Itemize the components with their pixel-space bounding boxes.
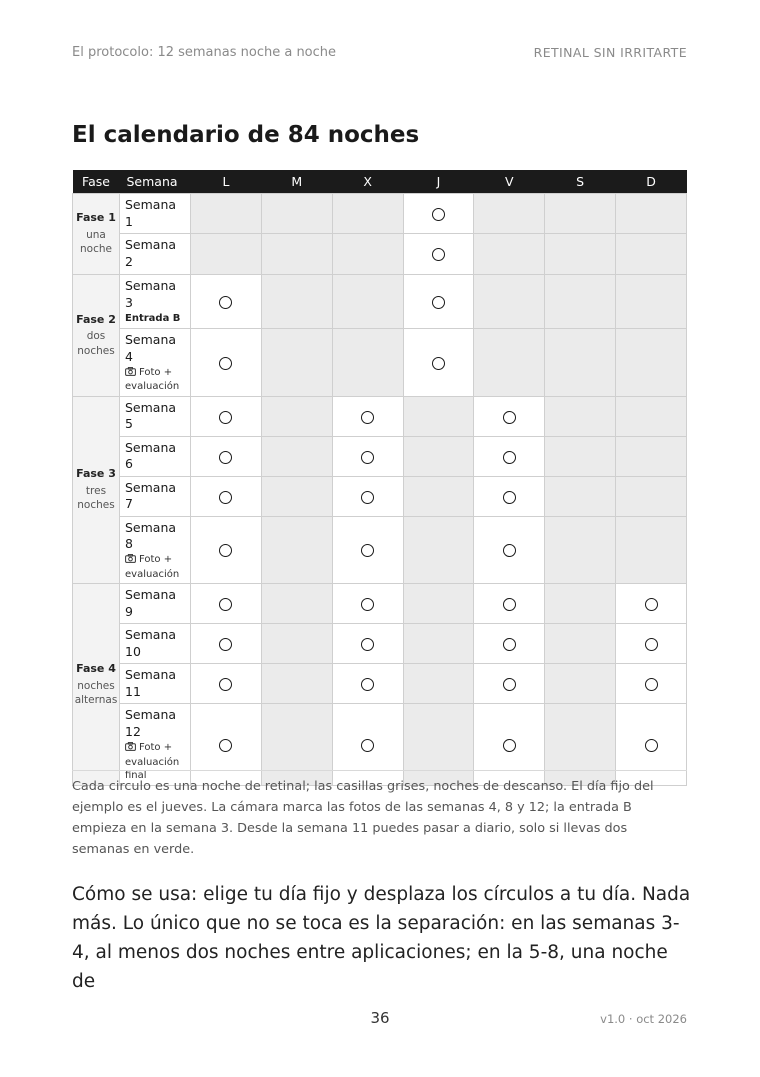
table-row [73, 584, 687, 624]
night-on-cell [616, 624, 687, 664]
week-cell [120, 233, 191, 274]
night-circle-icon [503, 411, 516, 424]
table-row [73, 476, 687, 516]
rest-night-cell [261, 516, 332, 584]
night-circle-icon [361, 678, 374, 691]
body-paragraph: Cómo se usa: elige tu día fijo y desplaza los círculos a tu día. Nada más. Lo único que no se toca es la separación: en las semanas 3-4, al menos dos noches entre aplicaciones; en la 5-8, una noche de [72, 884, 691, 992]
night-circle-icon [503, 739, 516, 752]
phase-cell [73, 194, 120, 275]
page-number: 36 [370, 1009, 390, 1027]
caption-divider [72, 770, 687, 771]
night-on-cell [191, 624, 262, 664]
rest-night-cell [545, 328, 616, 396]
rest-night-cell [545, 274, 616, 328]
night-on-cell [332, 476, 403, 516]
night-circle-icon [361, 451, 374, 464]
night-on-cell [616, 584, 687, 624]
rest-night-cell [403, 704, 474, 785]
night-on-cell [191, 664, 262, 704]
night-on-cell [332, 516, 403, 584]
table-row [73, 436, 687, 476]
week-label: Semana 9 [125, 587, 177, 620]
night-circle-icon [219, 296, 232, 309]
rest-night-cell [332, 194, 403, 234]
night-on-cell [191, 584, 262, 624]
calendar-table [72, 170, 687, 786]
night-on-cell [474, 624, 545, 664]
rest-night-cell [261, 328, 332, 396]
night-circle-icon [503, 451, 516, 464]
rest-night-cell [403, 476, 474, 516]
night-on-cell [191, 704, 262, 785]
night-circle-icon [219, 491, 232, 504]
header-day-m: M [261, 170, 332, 194]
table-row [73, 396, 687, 436]
week-label: Semana 2 [125, 236, 177, 269]
night-on-cell [332, 584, 403, 624]
night-on-cell [191, 436, 262, 476]
rest-night-cell [332, 328, 403, 396]
night-on-cell [474, 516, 545, 584]
night-circle-icon [503, 598, 516, 611]
week-cell [120, 476, 191, 516]
night-on-cell [191, 274, 262, 328]
table-row [73, 194, 687, 234]
rest-night-cell [545, 233, 616, 274]
phase-description: una noche [80, 229, 112, 256]
night-circle-icon [219, 739, 232, 752]
table-row [73, 328, 687, 396]
night-on-cell [474, 584, 545, 624]
night-on-cell [191, 516, 262, 584]
week-cell [120, 194, 191, 234]
book-title: RETINAL SIN IRRITARTE [533, 45, 687, 60]
night-circle-icon [219, 598, 232, 611]
rest-night-cell [616, 516, 687, 584]
header-day-x: X [332, 170, 403, 194]
night-on-cell [191, 396, 262, 436]
night-on-cell [191, 476, 262, 516]
night-on-cell [474, 476, 545, 516]
rest-night-cell [616, 233, 687, 274]
rest-night-cell [261, 664, 332, 704]
rest-night-cell [545, 704, 616, 785]
night-on-cell [474, 436, 545, 476]
week-label: Semana 5 [125, 399, 177, 432]
rest-night-cell [616, 194, 687, 234]
night-circle-icon [432, 208, 445, 221]
night-circle-icon [432, 248, 445, 261]
night-on-cell [332, 704, 403, 785]
table-row [73, 664, 687, 704]
week-label: Semana 12 [125, 707, 177, 740]
chapter-title: El protocolo: 12 semanas noche a noche [72, 45, 337, 60]
rest-night-cell [616, 476, 687, 516]
note-text: Foto + evaluación [125, 554, 180, 580]
note-text: Entrada B [125, 312, 181, 324]
week-cell [120, 704, 191, 785]
phase-name: Fase 2 [76, 312, 116, 326]
night-circle-icon [361, 598, 374, 611]
week-label: Semana 8 [125, 519, 177, 552]
phase-name: Fase 3 [76, 467, 116, 481]
rest-night-cell [403, 396, 474, 436]
rest-night-cell [616, 396, 687, 436]
night-on-cell [332, 396, 403, 436]
table-caption: Cada circulo es una noche de retinal; las casillas grises, noches de descanso. El día fijo del ejemplo es el jueves. La cámara marca las fotos de las semanas 4, 8 y 12; la entrada B empieza en la semana 3. Desde la semana 11 puedes pasar a diario, solo si llevas dos semanas en verde. [72, 779, 654, 857]
night-circle-icon [645, 678, 658, 691]
rest-night-cell [261, 274, 332, 328]
week-label: Semana 11 [125, 667, 177, 700]
phase-cell [73, 274, 120, 396]
night-circle-icon [645, 598, 658, 611]
phase-cell [73, 584, 120, 785]
table-row [73, 274, 687, 328]
calendar-body [73, 194, 687, 786]
phase-description: noches alternas [74, 679, 118, 706]
rest-night-cell [545, 664, 616, 704]
header-day-s: S [545, 170, 616, 194]
week-cell [120, 584, 191, 624]
rest-night-cell [403, 516, 474, 584]
night-circle-icon [361, 411, 374, 424]
night-on-cell [474, 664, 545, 704]
table-row [73, 624, 687, 664]
night-on-cell [403, 274, 474, 328]
night-circle-icon [503, 491, 516, 504]
camera-icon [125, 742, 136, 756]
rest-night-cell [261, 233, 332, 274]
rest-night-cell [545, 584, 616, 624]
table-row [73, 704, 687, 785]
night-on-cell [403, 194, 474, 234]
rest-night-cell [261, 396, 332, 436]
week-label: Semana 6 [125, 439, 177, 472]
week-cell [120, 436, 191, 476]
rest-night-cell [545, 516, 616, 584]
rest-night-cell [616, 328, 687, 396]
week-cell [120, 396, 191, 436]
week-cell [120, 328, 191, 396]
page-title: El calendario de 84 noches [72, 122, 420, 148]
week-label: Semana 4 [125, 331, 177, 364]
header-day-v: V [474, 170, 545, 194]
photo-note [125, 366, 186, 394]
entrada-note [125, 312, 186, 326]
camera-icon [125, 554, 136, 568]
table-row [73, 516, 687, 584]
night-circle-icon [503, 678, 516, 691]
rest-night-cell [616, 274, 687, 328]
rest-night-cell [261, 476, 332, 516]
week-cell [120, 624, 191, 664]
version-label: v1.0 · oct 2026 [600, 1012, 687, 1026]
week-label: Semana 7 [125, 479, 177, 512]
night-circle-icon [432, 357, 445, 370]
night-circle-icon [219, 357, 232, 370]
phase-description: dos noches [77, 330, 115, 357]
rest-night-cell [403, 664, 474, 704]
night-on-cell [616, 664, 687, 704]
rest-night-cell [403, 436, 474, 476]
camera-icon [125, 367, 136, 381]
rest-night-cell [332, 274, 403, 328]
photo-note [125, 553, 186, 581]
night-on-cell [332, 436, 403, 476]
week-cell [120, 516, 191, 584]
header-semana: Semana [120, 170, 191, 194]
rest-night-cell [332, 233, 403, 274]
header-fase: Fase [73, 170, 120, 194]
night-on-cell [403, 328, 474, 396]
night-on-cell [474, 704, 545, 785]
rest-night-cell [545, 624, 616, 664]
night-circle-icon [361, 638, 374, 651]
week-cell [120, 664, 191, 704]
week-label: Semana 1 [125, 197, 177, 229]
night-circle-icon [432, 296, 445, 309]
night-circle-icon [219, 411, 232, 424]
night-circle-icon [219, 638, 232, 651]
header-day-j: J [403, 170, 474, 194]
night-circle-icon [219, 544, 232, 557]
week-label: Semana 3 [125, 277, 177, 310]
rest-night-cell [545, 396, 616, 436]
rest-night-cell [474, 274, 545, 328]
rest-night-cell [474, 328, 545, 396]
night-circle-icon [219, 678, 232, 691]
night-circle-icon [361, 544, 374, 557]
rest-night-cell [261, 584, 332, 624]
table-header-row [73, 170, 687, 194]
note-text: Foto + evaluación [125, 366, 180, 392]
night-on-cell [616, 704, 687, 785]
note-text: Foto + evaluación final [125, 742, 180, 781]
rest-night-cell [191, 194, 262, 234]
phase-description: tres noches [77, 485, 115, 512]
week-cell [120, 274, 191, 328]
night-on-cell [474, 396, 545, 436]
rest-night-cell [403, 584, 474, 624]
night-circle-icon [645, 739, 658, 752]
rest-night-cell [616, 436, 687, 476]
rest-night-cell [474, 194, 545, 234]
rest-night-cell [403, 624, 474, 664]
night-circle-icon [361, 491, 374, 504]
night-circle-icon [361, 739, 374, 752]
phase-cell [73, 396, 120, 584]
night-circle-icon [645, 638, 658, 651]
night-on-cell [191, 328, 262, 396]
rest-night-cell [261, 704, 332, 785]
rest-night-cell [261, 194, 332, 234]
rest-night-cell [191, 233, 262, 274]
running-header [72, 45, 687, 63]
night-on-cell [332, 664, 403, 704]
header-day-l: L [191, 170, 262, 194]
rest-night-cell [545, 194, 616, 234]
rest-night-cell [474, 233, 545, 274]
night-circle-icon [219, 451, 232, 464]
header-day-d: D [616, 170, 687, 194]
phase-name: Fase 4 [76, 661, 116, 675]
night-on-cell [332, 624, 403, 664]
rest-night-cell [261, 624, 332, 664]
phase-name: Fase 1 [76, 211, 116, 225]
rest-night-cell [545, 436, 616, 476]
table-row [73, 233, 687, 274]
night-circle-icon [503, 544, 516, 557]
rest-night-cell [545, 476, 616, 516]
night-on-cell [403, 233, 474, 274]
rest-night-cell [261, 436, 332, 476]
week-label: Semana 10 [125, 627, 177, 660]
night-circle-icon [503, 638, 516, 651]
